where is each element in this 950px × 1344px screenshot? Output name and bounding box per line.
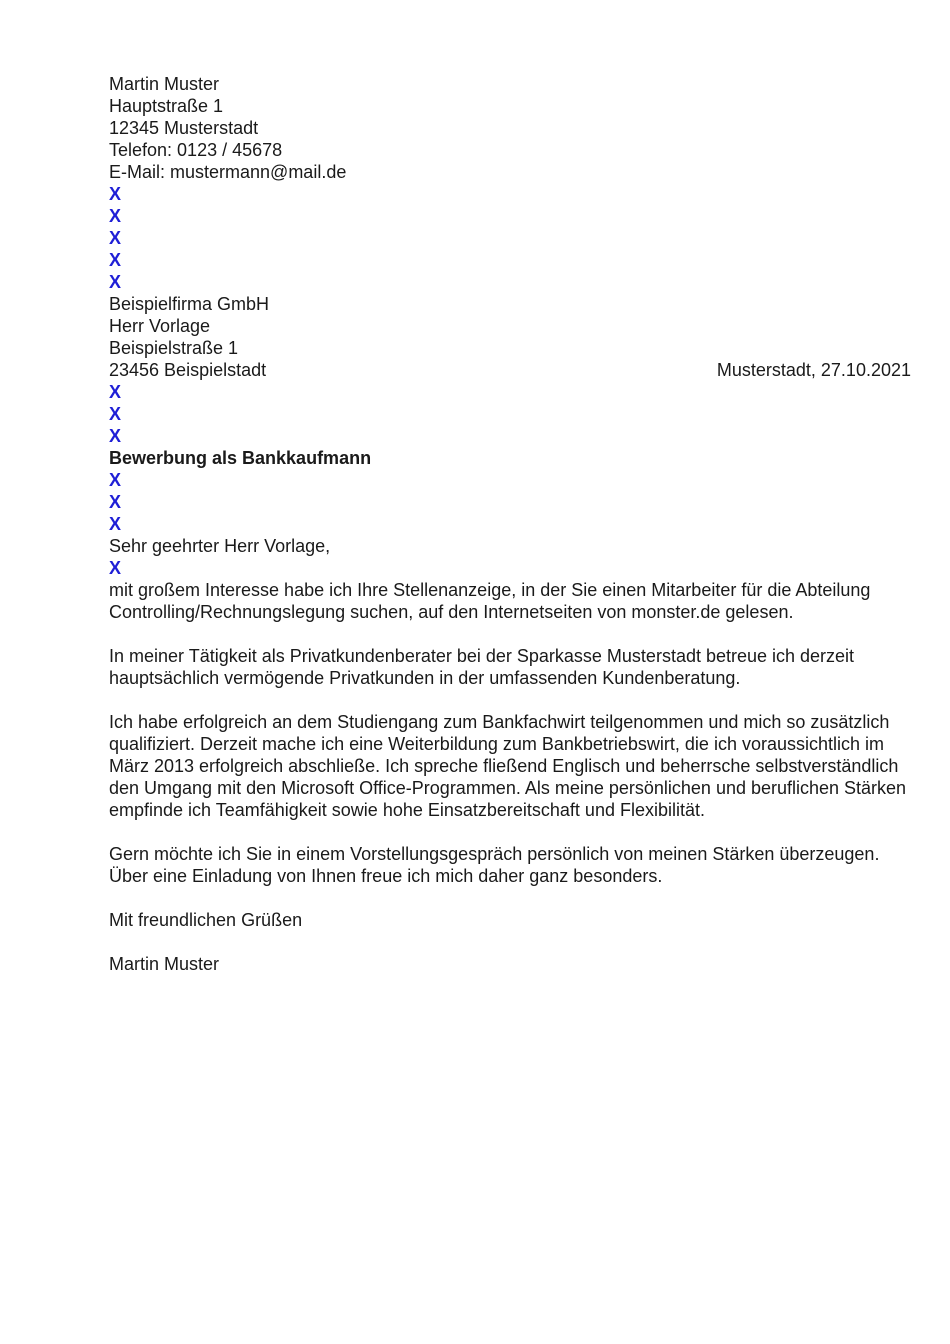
recipient-street: Beispielstraße 1 [109,338,239,358]
letter-body [109,579,911,975]
recipient-city: 23456 Beispielstadt [109,360,267,380]
spacer-mark: X [109,426,122,446]
recipient-contact: Herr Vorlage [109,316,211,336]
body-paragraph: mit großem Interesse habe ich Ihre Stellenanzeige, in der Sie einen Mitarbeiter für die Abteilung Controlling/Rechnungslegung suchen, auf den Internetseiten von monster.de gelesen. [109,580,871,622]
closing: Mit freundlichen Grüßen [109,910,303,930]
spacer-mark: X [109,272,122,292]
subject-line: Bewerbung als Bankkaufmann [109,448,372,468]
spacer-mark: X [109,470,122,490]
date-line: Musterstadt, 27.10.2021 [716,360,911,380]
spacer-mark: X [109,514,122,534]
sender-street: Hauptstraße 1 [109,96,224,116]
sender-email: E-Mail: mustermann@mail.de [109,162,347,182]
spacer-mark: X [109,558,122,578]
spacer-mark: X [109,228,122,248]
salutation: Sehr geehrter Herr Vorlage, [109,536,331,556]
signature: Martin Muster [109,954,220,974]
letter-header [109,73,911,579]
body-paragraph: In meiner Tätigkeit als Privatkundenberater bei der Sparkasse Musterstadt betreue ich derzeit hauptsächlich vermögende Privatkunden in der umfassenden Kundenberatung. [109,646,855,688]
spacer-mark: X [109,382,122,402]
spacer-mark: X [109,184,122,204]
body-paragraph: Ich habe erfolgreich an dem Studiengang zum Bankfachwirt teilgenommen und mich so zusätzlich qualifiziert. Derzeit mache ich eine Weiterbildung zum Bankbetriebswirt, die ich voraussichtlich im März 2013 erfolgreich abschließe. Ich spreche fließend Englisch und beherrsche selbstverständlich den Umgang mit den Microsoft Office-Programmen. Als meine persönlichen und beruflichen Stärken empfinde ich Teamfähigkeit sowie hohe Einsatzbereitschaft und Flexibilität. [109,712,907,820]
sender-phone: Telefon: 0123 / 45678 [109,140,283,160]
spacer-mark: X [109,250,122,270]
spacer-mark: X [109,206,122,226]
recipient-company: Beispielfirma GmbH [109,294,270,314]
sender-city: 12345 Musterstadt [109,118,259,138]
spacer-mark: X [109,404,122,424]
spacer-mark: X [109,492,122,512]
body-paragraph: Gern möchte ich Sie in einem Vorstellungsgespräch persönlich von meinen Stärken überzeugen. Über eine Einladung von Ihnen freue ich mich daher ganz besonders. [109,844,880,886]
sender-name: Martin Muster [109,74,220,94]
